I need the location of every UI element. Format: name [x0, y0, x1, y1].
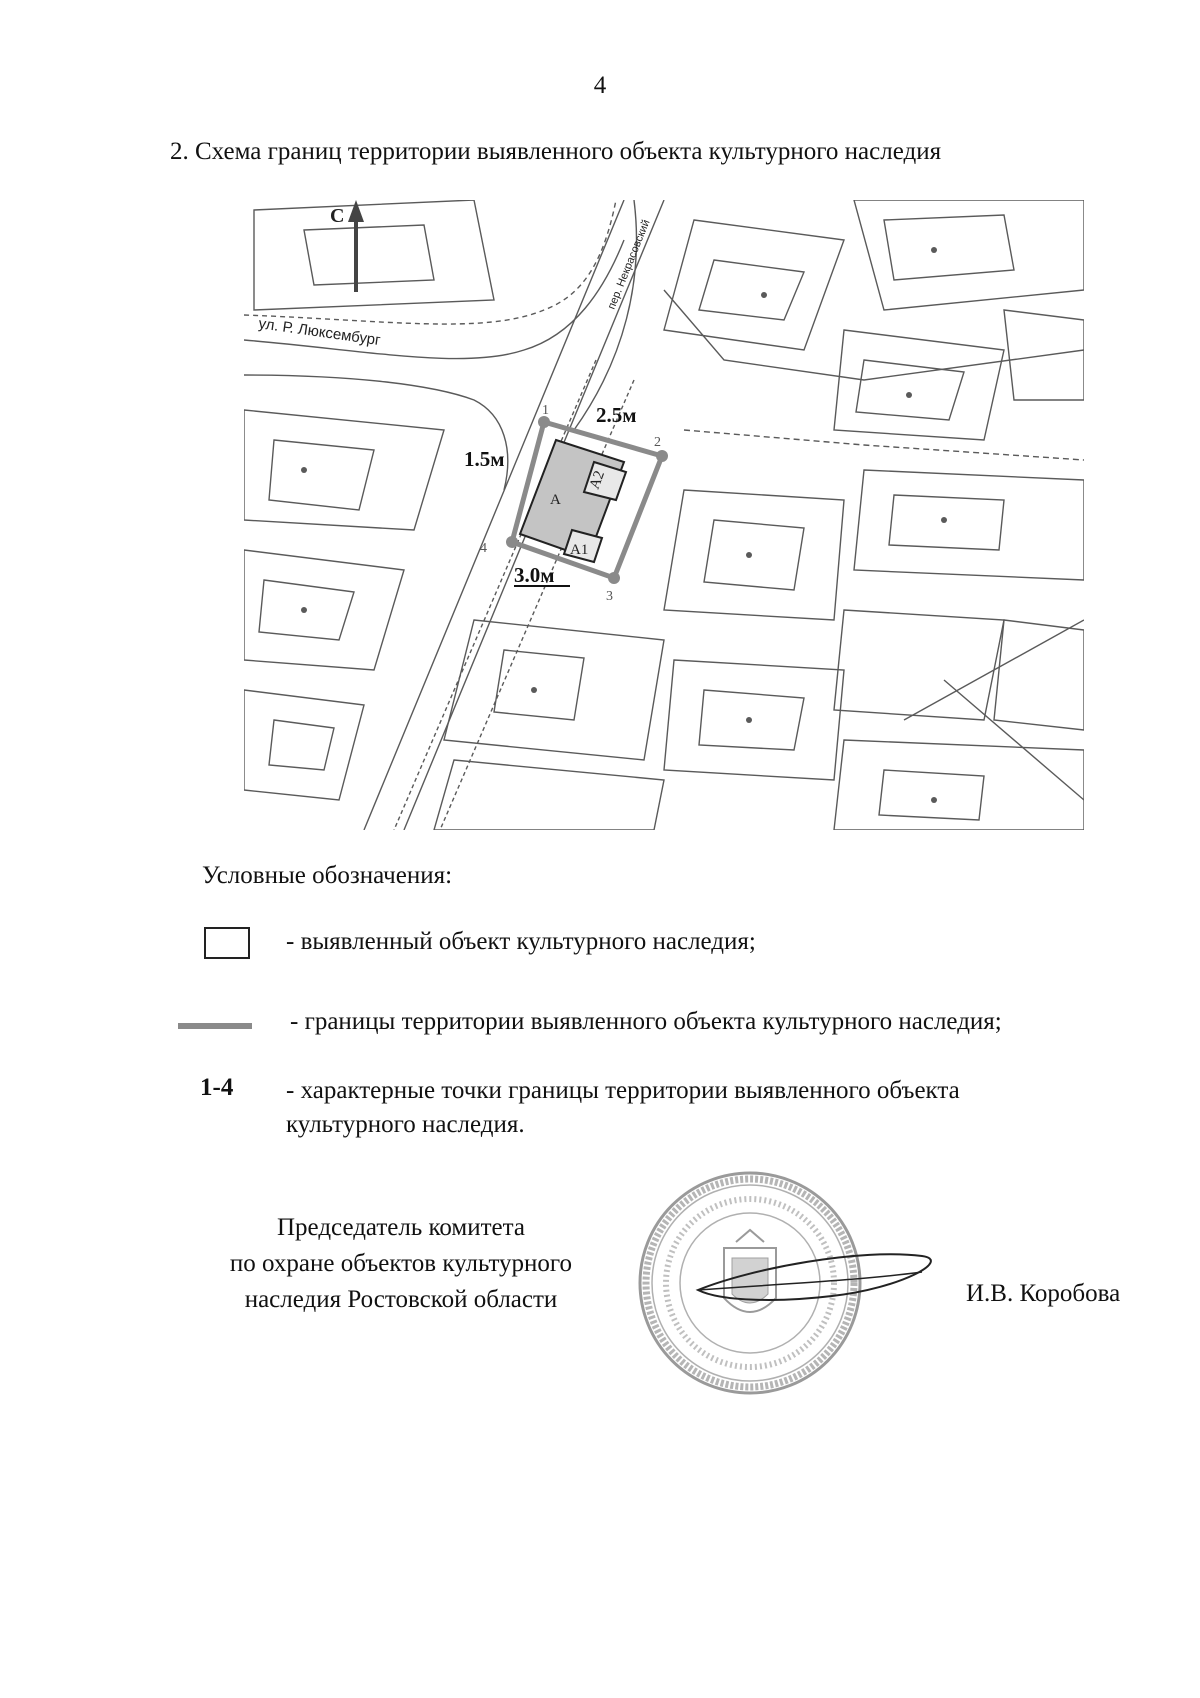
building-label-a2: А2 — [586, 468, 609, 492]
street-label-nekrasovsky: пер. Некрасовский — [605, 218, 653, 312]
legend-title: Условные обозначения: — [202, 862, 453, 889]
official-seal-with-signature — [632, 1168, 942, 1398]
seal-icon — [640, 1173, 860, 1393]
point-label-4: 4 — [480, 541, 487, 556]
street-label-luxemburg: ул. Р. Люксембург — [257, 315, 382, 350]
point-label-2: 2 — [654, 435, 661, 450]
point-label-3: 3 — [606, 589, 613, 604]
building-label-a: А — [550, 492, 561, 508]
signer-position — [186, 1210, 616, 1318]
legend-text-object: - выявленный объект культурного наследия; — [286, 928, 756, 955]
distance-label-2-5: 2.5м — [596, 403, 637, 427]
legend-code-points: 1-4 — [200, 1074, 234, 1101]
legend-symbol-boundary — [178, 1023, 252, 1029]
section-title: 2. Схема границ территории выявленного объекта культурного наследия — [170, 138, 942, 165]
legend-text-boundary: - границы территории выявленного объекта культурного наследия; — [290, 1008, 1002, 1035]
legend-text-points: - характерные точки границы территории выявленного объекта культурного наследия. — [286, 1077, 960, 1138]
north-label: С — [330, 205, 345, 227]
signer-position-line-3: наследия Ростовской области — [244, 1286, 558, 1313]
legend-symbol-object — [204, 927, 250, 959]
distance-label-3-0: 3.0м — [514, 563, 555, 587]
page-number: 4 — [593, 72, 607, 99]
distance-label-1-5: 1.5м — [464, 447, 505, 471]
point-label-1: 1 — [542, 403, 549, 418]
cadastral-map — [244, 200, 1084, 830]
signer-position-line-2: по охране объектов культурного — [229, 1250, 573, 1277]
building-label-a1: А1 — [570, 542, 589, 558]
signer-name: И.В. Коробова — [966, 1280, 1121, 1307]
signer-position-line-1: Председатель комитета — [277, 1214, 525, 1241]
